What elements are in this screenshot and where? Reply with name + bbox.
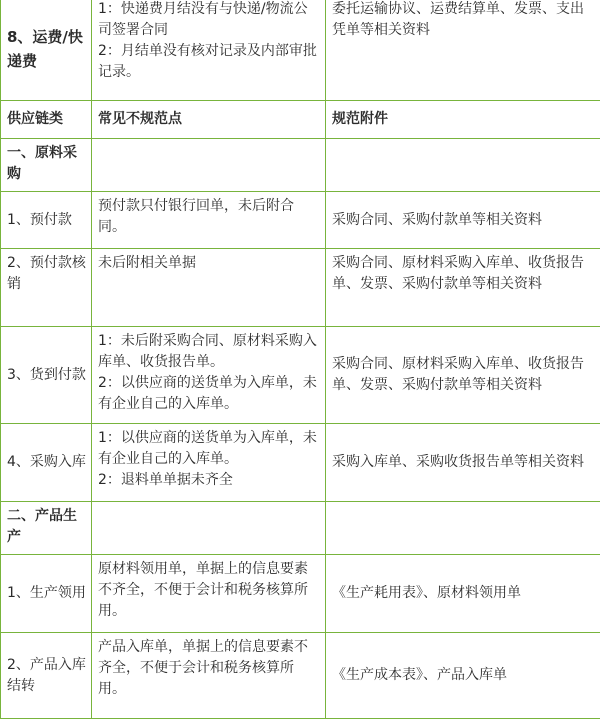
section-title: 二、产品生产 [1, 502, 92, 555]
issue-cell: 原材料领用单，单据上的信息要素不齐全，不便于会计和税务核算所用。 [92, 555, 326, 633]
section-title: 一、原料采购 [1, 139, 92, 192]
category-cell: 4、采购入库 [1, 424, 92, 502]
section-row [1, 502, 600, 555]
attachment-cell: 采购合同、原材料采购入库单、收货报告单、发票、采购付款单等相关资料 [326, 327, 600, 424]
category-cell: 2、产品入库结转 [1, 633, 92, 719]
attachment-cell: 《生产耗用表》、原材料领用单 [326, 555, 600, 633]
attachment-cell: 《生产成本表》、产品入库单 [326, 633, 600, 719]
issue-cell: 1：以供应商的送货单为入库单，未有企业自己的入库单。 2：退料单单据未齐全 [92, 424, 326, 502]
attachment-cell: 采购入库单、采购收货报告单等相关资料 [326, 424, 600, 502]
issue-cell: 1：快递费月结没有与快递/物流公司签署合同 2：月结单没有核对记录及内部审批记录。 [92, 0, 326, 101]
attachment-cell: 采购合同、采购付款单等相关资料 [326, 192, 600, 249]
table-row [1, 192, 600, 249]
attachment-cell [326, 502, 600, 555]
category-cell: 3、货到付款 [1, 327, 92, 424]
issue-cell: 未后附相关单据 [92, 249, 326, 327]
table-header-row [1, 101, 600, 139]
column-header-category: 供应链类 [1, 101, 92, 139]
section-row [1, 139, 600, 192]
category-cell: 1、预付款 [1, 192, 92, 249]
table-row [1, 555, 600, 633]
table-row [1, 327, 600, 424]
attachment-cell: 采购合同、原材料采购入库单、收货报告单、发票、采购付款单等相关资料 [326, 249, 600, 327]
attachment-cell: 委托运输协议、运费结算单、发票、支出凭单等相关资料 [326, 0, 600, 101]
table-row [1, 249, 600, 327]
issue-cell: 1：未后附采购合同、原材料采购入库单、收货报告单。 2：以供应商的送货单为入库单，未有企业自己的入库单。 [92, 327, 326, 424]
category-cell: 2、预付款核销 [1, 249, 92, 327]
issue-cell [92, 502, 326, 555]
column-header-issues: 常见不规范点 [92, 101, 326, 139]
table-row [1, 0, 600, 101]
attachment-cell [326, 139, 600, 192]
table-row [1, 633, 600, 719]
issue-cell: 产品入库单，单据上的信息要素不齐全，不便于会计和税务核算所用。 [92, 633, 326, 719]
category-cell: 1、生产领用 [1, 555, 92, 633]
issue-cell: 预付款只付银行回单，未后附合同。 [92, 192, 326, 249]
table-row [1, 424, 600, 502]
issue-cell [92, 139, 326, 192]
column-header-attachments: 规范附件 [326, 101, 600, 139]
category-cell: 8、运费/快递费 [1, 0, 92, 101]
